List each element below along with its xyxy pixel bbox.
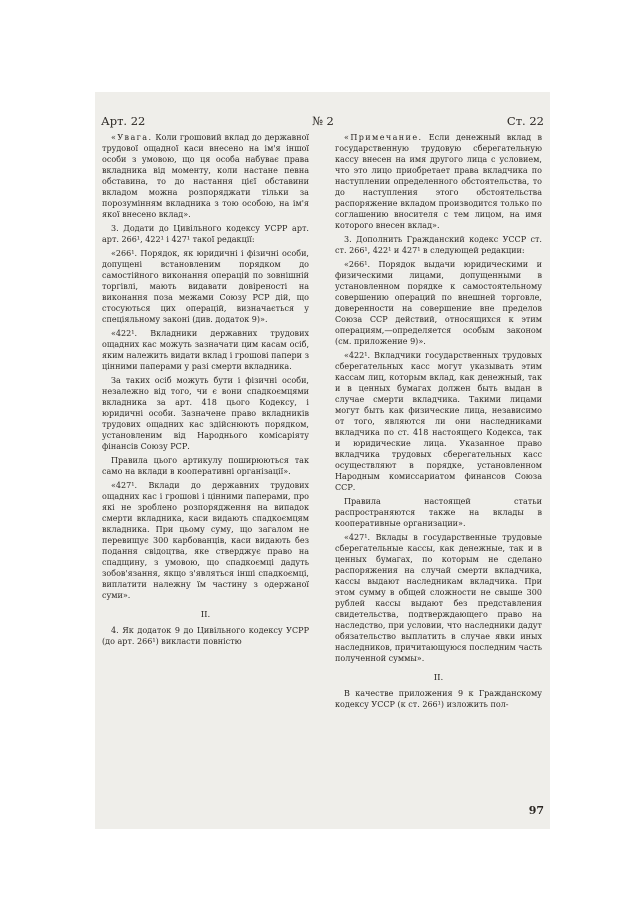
document-page [95, 92, 550, 829]
page-number: 97 [528, 804, 544, 817]
left-column-ukrainian [102, 132, 309, 650]
left-section-heading: II. [200, 610, 211, 620]
right-appendix-paragraph: В качестве приложения 9 к Гражданскому кодексу УССР (к ст. 266¹) изложить пол- [335, 689, 542, 709]
right-note-paragraph [335, 132, 542, 231]
right-note-text: Если денежный вклад в государственную трудовую сберегательную кассу внесен на имя другого лица с условием, что это лицо приобретает права вкладчика по наступлении определенного обстоятельства, то до наступления этого обстоятельства распоряжение вкладом производится только по соглашению вносителя с тем лицом, на имя которого внесен вклад». [335, 133, 542, 230]
left-article-427-1: «427¹. Вклади до державних трудових ощадних кас і грошові і цінними паперами, про які не зроблено розпорядження на випадок смерти вкладника, каси видають спадкоємцям вкладника. При цьому суму, що загалом не перевищує 300 карбованців, каси видають без подання свідоцтва, яке стверджує право на спадщину, з умовою, що спадкоємці дадуть зобов'язання, якщо з'являться інші спадкоємці, виплатити належну їм частину з одержаної суми». [102, 481, 309, 600]
left-article-422-1-rules: Правила цього артикулу поширюються так само на вклади в кооперативні організації». [102, 456, 309, 476]
header-issue-number: № 2 [312, 114, 334, 128]
left-paragraph-3-intro: 3. Додати до Цивільного кодексу УСРР арт. арт. 266¹, 422¹ і 427¹ такої редакції: [102, 224, 309, 244]
header-right-article: Ст. 22 [506, 114, 544, 128]
left-note-paragraph [102, 132, 309, 220]
left-note-text: Коли грошовий вклад до державної трудової ощадної каси внесено на ім'я іншої особи з умовою, що ця особа набуває права вкладника від моменту, коли настане певна обставина, то до настання цієї обставини вкладом можна розпоряджати тільки за порозумінням вкладника з тою особою, на ім'я якої внесено вклад». [102, 133, 309, 219]
left-paragraph-4: 4. Як додаток 9 до Цивільного кодексу УСРР (до арт. 266¹) викласти повністю [102, 626, 309, 646]
left-article-266-1: «266¹. Порядок, як юридичні і фізичні особи, допущені встановленим порядком до самостійного виконання операцій по зовнішній торгівлі, мають видавати довіреності на виконання поза межами Союзу РСР дій, що стосуються цих операцій, визначається у спеціяльному законі (див. додаток 9)». [102, 249, 309, 324]
left-article-422-1-cont: За таких осіб можуть бути і фізичні особи, незалежно від того, чи є вони спадкоємцями вкладника за арт. 418 цього Кодексу, і юридичні особи. Зазначене право вкладників трудових ощадних кас здійснюють порядком, установленим від Народнього комісаріяту фінансів Союзу РСР. [102, 376, 309, 451]
right-article-427-1: «427¹. Вклады в государственные трудовые сберегательные кассы, как денежные, так и в ценных бумагах, по которым не сделано распоряжения на случай смерти вкладчика, кассы выдают наследникам вкладчика. При этом сумму в общей сложности не свыше 300 рублей кассы выдают без представления свидетельства, подтверждающего право на наследство, при условии, что наследники дадут обязательство выплатить в случае явки иных наследников, причитающуюся последним часть полученной суммы». [335, 533, 542, 663]
header-left-article: Арт. 22 [101, 114, 146, 128]
right-note-lead: «Примечание. [344, 133, 423, 142]
right-article-422-1: «422¹. Вкладчики государственных трудовых сберегательных касс могут указывать этим кассам лиц, которым вклад, как денежный, так и в ценных бумагах должен быть выдан в случае смерти вкладчика. Такими лицами могут быть как физические лица, независимо от того, являются ли они наследниками вкладчика по ст. 418 настоящего Кодекса, так и юридические лица. Указанное право вкладчика трудовых сберегательных касс осуществляют в порядке, установленном Народным комиссариатом финансов Союза ССР. [335, 351, 542, 492]
right-article-266-1: «266¹. Порядок выдачи юридическими и физическими лицами, допущенными в установленном порядке к самостоятельному совершению операций по внешней торговле, доверенности на совершение вне пределов Союза ССР действий, относящихся к этим операциям,—определяется особым законом (см. приложение 9)». [335, 260, 542, 346]
right-paragraph-3-intro: 3. Дополнить Гражданский кодекс УССР ст. ст. 266¹, 422¹ и 427¹ в следующей редакции: [335, 235, 542, 255]
left-article-422-1: «422¹. Вкладники державних трудових ощадних кас можуть зазначати цим касам осіб, яким належить видати вклад і грошові папери з цінними паперами у разі смерти вкладника. [102, 329, 309, 371]
page-header [101, 113, 544, 129]
right-section-heading: II. [433, 673, 444, 683]
left-note-lead: «Увага. [111, 133, 153, 142]
right-article-422-1-rules: Правила настоящей статьи распространяются также на вклады в кооперативные организации». [335, 497, 542, 528]
right-column-russian [335, 132, 542, 713]
